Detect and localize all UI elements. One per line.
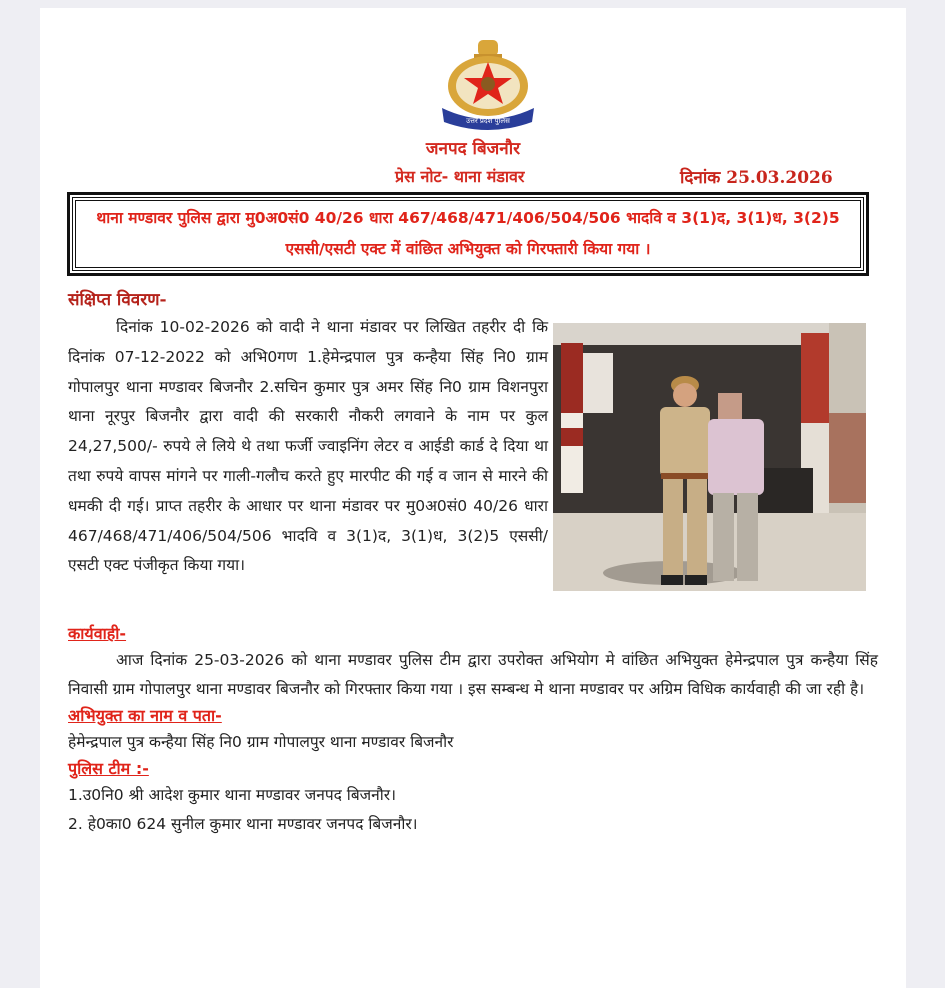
police-team-section [68,757,878,839]
action-section [68,622,878,704]
headline-box [67,192,869,276]
up-police-emblem-icon [432,34,544,134]
emblem-ribbon-text: उत्तर प्रदेश पुलिस [466,117,510,125]
headline-text: थाना मण्डावर पुलिस द्वारा मु0अ0सं0 40/26 धारा 467/468/471/406/504/506 भादवि व 3(1)द, 3(1)ध, 3(2)5 एससी/एसटी एक्ट में वांछित अभियुक्त को गिरफ्तारी किया गया । [96,209,840,258]
police-team-heading: पुलिस टीम :- [68,759,149,778]
press-note-title: प्रेस नोट- थाना मंडावर [395,167,525,186]
accused-section [68,704,878,757]
summary-paragraph [68,313,548,581]
action-paragraph [68,646,878,704]
summary-section [68,287,878,622]
arrest-photo [553,323,866,591]
summary-heading: संक्षिप्त विवरण- [68,290,167,310]
action-text: आज दिनांक 25-03-2026 को थाना मण्डावर पुलिस टीम द्वारा उपरोक्त अभियोग मे वांछित अभियुक्त हेमेन्द्रपाल पुत्र कन्हैया सिंह निवासी ग्राम गोपालपुर थाना मण्डावर बिजनौर को गिरफ्तार किया गया । इस सम्बन्ध मे थाना मण्डावर पर अग्रिम विधिक कार्यवाही की जा रही है। [68,651,878,698]
accused-details: हेमेन्द्रपाल पुत्र कन्हैया सिंह नि0 ग्राम गोपालपुर थाना मण्डावर बिजनौर [68,733,454,751]
district-title: जनपद बिजनौर [425,139,521,159]
accused-heading: अभियुक्त का नाम व पता- [68,706,222,725]
press-note-page [40,8,906,988]
content-body [68,287,878,839]
summary-text: दिनांक 10-02-2026 को वादी ने थाना मंडावर पर लिखित तहरीर दी कि दिनांक 07-12-2022 को अभि0गण 1.हेमेन्द्रपाल पुत्र कन्हैया सिंह नि0 ग्राम गोपालपुर थाना मण्डावर बिजनौर 2.सचिन कुमार पुत्र अमर सिंह नि0 ग्राम विशनपुरा थाना नूरपुर बिजनौर द्वारा वादी की सरकारी नौकरी लगवाने के नाम पर कुल 24,27,500/- रुपये ले लिये थे तथा फर्जी ज्वाइनिंग लेटर व आईडी कार्ड दे दिया था तथा रुपये वापस मांगने पर गाली-गलौच करते हुए मारपीट की गई व जान से मारने की धमकी दी गई। प्राप्त तहरीर के आधार पर थाना मंडावर पर मु0अ0सं0 40/26 धारा 467/468/471/406/504/506 भादवि व 3(1)द, 3(1)ध, 3(2)5 एससी/एसटी एक्ट पंजीकृत किया गया। [68,318,548,575]
press-note-date: दिनांक 25.03.2026 [680,168,833,188]
team-member: 1.उ0नि0 श्री आदेश कुमार थाना मण्डावर जनपद बिजनौर। [68,786,397,804]
team-member: 2. हे0का0 624 सुनील कुमार थाना मण्डावर जनपद बिजनौर। [68,815,418,833]
action-heading: कार्यवाही- [68,624,127,643]
